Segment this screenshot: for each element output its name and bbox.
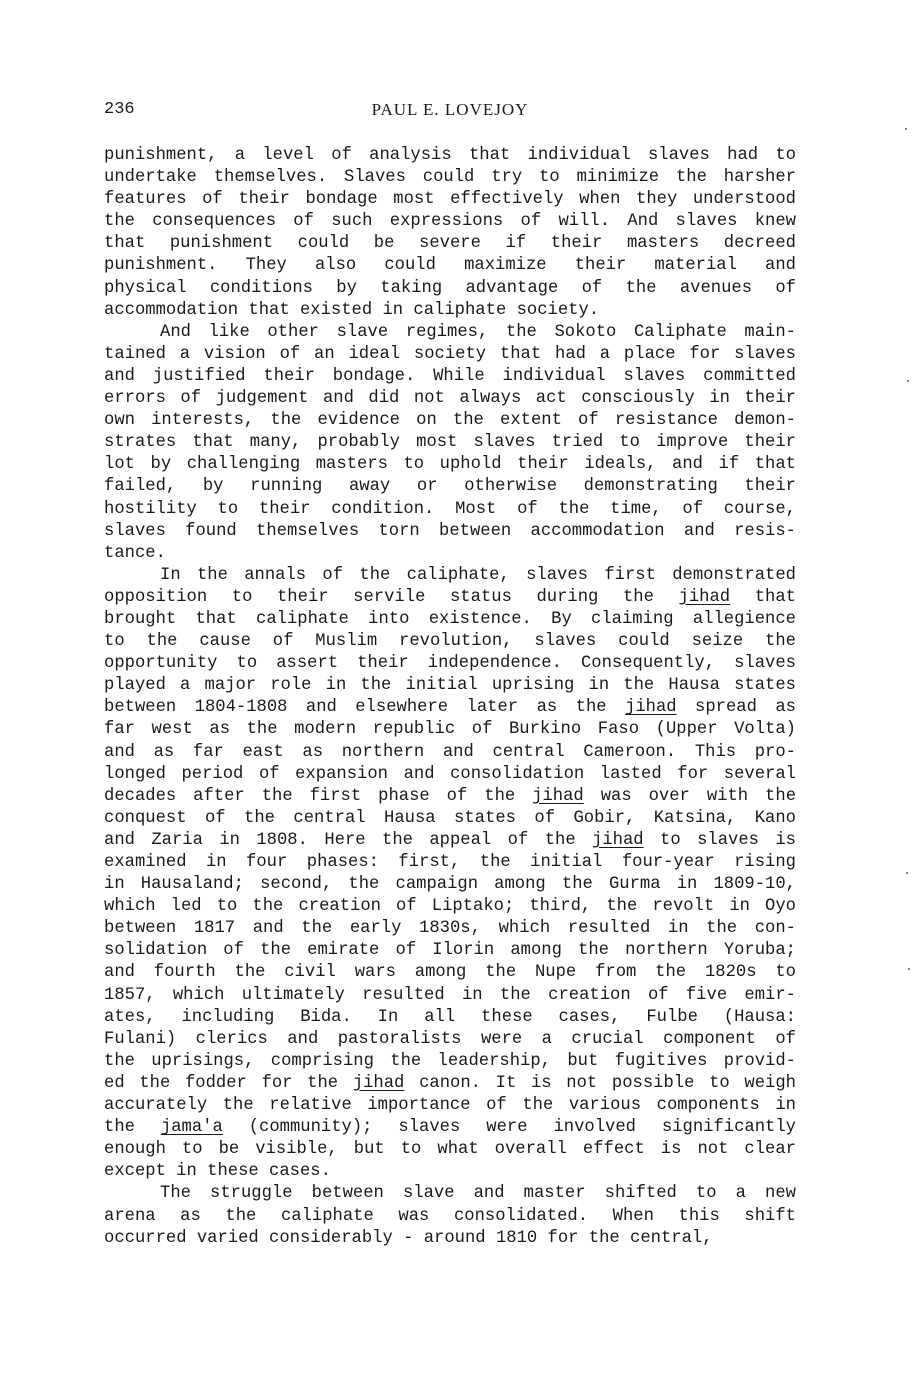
text-line — [104, 631, 796, 653]
text-segment: longed period of expansion and consolidation lasted for several — [104, 764, 796, 784]
text-segment: and as far east as northern and central Cameroon. This pro- — [104, 742, 796, 762]
text-line — [104, 1161, 796, 1183]
text-line — [104, 764, 796, 786]
text-line — [104, 1117, 796, 1139]
text-line — [104, 896, 796, 918]
text-segment: physical conditions by taking advantage of the avenues of — [104, 278, 796, 298]
text-segment: tance. — [104, 543, 166, 563]
text-line — [104, 454, 796, 476]
text-line — [104, 189, 796, 211]
text-line — [104, 410, 796, 432]
text-segment: brought that caliphate into existence. By claiming allegience — [104, 609, 796, 629]
text-line — [104, 1095, 796, 1117]
text-line — [104, 521, 796, 543]
text-line — [104, 962, 796, 984]
scan-speck — [905, 128, 907, 130]
text-line — [104, 543, 796, 565]
text-line — [104, 940, 796, 962]
text-segment: own interests, the evidence on the extent of resistance demon- — [104, 411, 796, 431]
text-segment: to the cause of Muslim revolution, slaves could seize the — [104, 632, 796, 652]
text-segment: Fulani) clerics and pastoralists were a crucial component of — [104, 1029, 796, 1049]
running-head — [104, 100, 796, 124]
text-segment: And like other slave regimes, the Sokoto Caliphate main- — [160, 322, 796, 342]
text-segment: to slaves is — [643, 830, 796, 850]
underlined-term: jihad — [678, 587, 731, 607]
text-segment: punishment, a level of analysis that individual slaves had to — [104, 146, 796, 165]
text-segment: which led to the creation of Liptako; third, the revolt in Oyo — [104, 897, 796, 917]
text-line — [104, 1139, 796, 1161]
text-segment: opportunity to assert their independence. Consequently, slaves — [104, 654, 796, 674]
text-segment: The struggle between slave and master shifted to a new — [160, 1184, 796, 1204]
text-segment: opposition to their servile status during the — [104, 587, 679, 607]
text-line — [104, 300, 796, 322]
text-segment: that — [730, 587, 796, 607]
text-segment: and Zaria in 1808. Here the appeal of the — [104, 830, 593, 850]
text-segment: slaves found themselves torn between accommodation and resis- — [104, 521, 796, 541]
text-segment: 1857, which ultimately resulted in the creation of five emir- — [104, 985, 796, 1005]
text-segment: arena as the caliphate was consolidated. When this shift — [104, 1206, 796, 1226]
text-line — [104, 719, 796, 741]
text-segment: undertake themselves. Slaves could try to minimize the harsher — [104, 168, 796, 188]
text-line — [104, 675, 796, 697]
text-segment: hostility to their condition. Most of the time, of course, — [104, 499, 796, 519]
text-segment: ed the fodder for the — [104, 1073, 353, 1093]
text-line — [104, 499, 796, 521]
body-text — [104, 145, 796, 1250]
text-segment: (community); slaves were involved significantly — [222, 1118, 796, 1138]
text-line — [104, 278, 796, 300]
text-line — [104, 830, 796, 852]
text-segment: between 1804-1808 and elsewhere later as the — [104, 698, 626, 718]
text-segment: enough to be visible, but to what overall effect is not clear — [104, 1140, 796, 1160]
text-segment: decades after the first phase of the — [104, 786, 533, 806]
text-line — [104, 476, 796, 498]
text-line — [104, 1029, 796, 1051]
underlined-term: jihad — [352, 1073, 405, 1093]
text-line — [104, 1007, 796, 1029]
text-segment: was over with the — [583, 786, 797, 806]
scan-speck — [906, 872, 908, 874]
text-line — [104, 255, 796, 277]
text-segment: that punishment could be severe if their masters decreed — [104, 234, 796, 254]
text-segment: spread as — [676, 698, 796, 718]
text-segment: far west as the modern republic of Burkino Faso (Upper Volta) — [104, 720, 796, 740]
text-segment: accurately the relative importance of the various components in — [104, 1096, 796, 1116]
text-line — [104, 1206, 796, 1228]
scan-speck — [907, 380, 909, 382]
text-line — [104, 233, 796, 255]
scan-speck — [908, 968, 910, 970]
text-segment: played a major role in the initial uprising in the Hausa states — [104, 676, 796, 696]
text-line — [104, 786, 796, 808]
text-segment: occurred varied considerably - around 1810 for the central, — [104, 1228, 713, 1248]
underlined-term: jihad — [532, 786, 584, 806]
text-segment: solidation of the emirate of Ilorin among the northern Yoruba; — [104, 941, 796, 961]
text-segment: errors of judgement and did not always act consciously in their — [104, 389, 796, 409]
text-line — [104, 388, 796, 410]
text-segment: features of their bondage most effectively when they understood — [104, 190, 796, 210]
text-segment: lot by challenging masters to uphold their ideals, and if that — [104, 455, 796, 475]
text-segment: and justified their bondage. While individual slaves committed — [104, 366, 796, 386]
text-line — [104, 1073, 796, 1095]
underlined-term: jihad — [625, 698, 677, 718]
text-segment: punishment. They also could maximize their material and — [104, 256, 796, 276]
text-segment: ates, including Bida. In all these cases, Fulbe (Hausa: — [104, 1007, 796, 1027]
text-line — [104, 1051, 796, 1073]
text-line — [104, 366, 796, 388]
text-segment: examined in four phases: first, the initial four-year rising — [104, 853, 796, 872]
text-line — [104, 742, 796, 764]
text-segment: and fourth the civil wars among the Nupe from the 1820s to — [104, 963, 796, 983]
text-line — [104, 344, 796, 366]
text-segment: except in these cases. — [104, 1162, 331, 1182]
text-line — [104, 852, 796, 874]
text-segment: the — [104, 1118, 161, 1138]
text-line — [104, 808, 796, 830]
text-line — [104, 565, 796, 587]
text-line — [104, 432, 796, 454]
text-segment: the uprisings, comprising the leadership, but fugitives provid- — [104, 1051, 796, 1071]
text-segment: accommodation that existed in caliphate society. — [104, 300, 600, 320]
text-segment: the consequences of such expressions of will. And slaves knew — [104, 212, 796, 232]
text-segment: conquest of the central Hausa states of Gobir, Katsina, Kano — [104, 808, 796, 828]
text-line — [104, 587, 796, 609]
page-number: 236 — [104, 100, 135, 119]
underlined-term: jihad — [592, 830, 644, 850]
text-segment: failed, by running away or otherwise demonstrating their — [104, 477, 796, 497]
text-line — [104, 145, 796, 167]
text-line — [104, 918, 796, 940]
text-line — [104, 322, 796, 344]
text-segment: in Hausaland; second, the campaign among the Gurma in 1809-10, — [104, 875, 796, 895]
text-line — [104, 167, 796, 189]
text-segment: canon. It is not possible to weigh — [404, 1073, 796, 1093]
text-line — [104, 874, 796, 896]
text-segment: tained a vision of an ideal society that had a place for slaves — [104, 344, 796, 364]
text-line — [104, 985, 796, 1007]
running-head-author: PAUL E. LOVEJOY — [371, 100, 529, 119]
text-line — [104, 1183, 796, 1205]
text-segment: between 1817 and the early 1830s, which resulted in the con- — [104, 919, 796, 939]
text-line — [104, 653, 796, 675]
text-line — [104, 1228, 796, 1250]
text-segment: strates that many, probably most slaves tried to improve their — [104, 433, 796, 453]
text-line — [104, 609, 796, 631]
text-line — [104, 697, 796, 719]
underlined-term: jama'a — [160, 1118, 223, 1138]
text-line — [104, 211, 796, 233]
text-segment: In the annals of the caliphate, slaves first demonstrated — [160, 565, 796, 585]
